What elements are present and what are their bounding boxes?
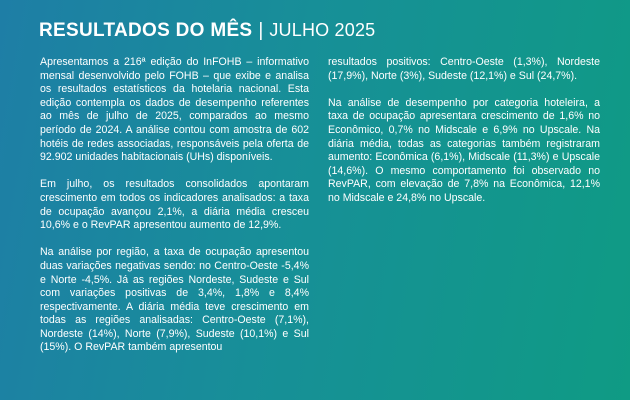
title-month: JULHO 2025 — [269, 20, 376, 40]
regional-analysis-paragraph: Na análise por região, a taxa de ocupação apresentou duas variações negativas sendo: no Centro-Oeste -5,4% e Norte -4,5%. Já as regiões Nordeste, Sudeste e Sul com variações positivas de 3,4%, 1,8% e 8,4% respectivamente. A diária média teve crescimento em todas as regiões analisadas: Centro-Oeste (7,1%), Nordeste (14%), Norte (7,9%), Sudeste (10,1%) e Sul (15%). O RevPAR também apresentou — [40, 246, 309, 354]
consolidated-results-paragraph: Em julho, os resultados consolidados apontaram crescimento em todos os indicadores analisados: a taxa de ocupação avançou 2,1%, a diária média cresceu 10,6% e o RevPAR apresentou aumento de 12,9%. — [40, 178, 309, 232]
page-title: RESULTADOS DO MÊS — [39, 20, 253, 41]
intro-paragraph: Apresentamos a 216ª edição do InFOHB – informativo mensal desenvolvido pelo FOHB – que exibe e analisa os resultados estatísticos da hotelaria nacional. Esta edição contempla os dados de desempenho referentes ao mês de julho de 2025, comparados ao mesmo período de 2024. A análise contou com amostra de 602 hotéis de redes associadas, responsáveis pela oferta de 92.902 unidades habitacionais (UHs) disponíveis. — [40, 56, 309, 164]
right-column — [328, 56, 600, 219]
left-column — [40, 56, 309, 369]
page-header — [39, 20, 375, 44]
category-analysis-paragraph: Na análise de desempenho por categoria hoteleira, a taxa de ocupação apresentara crescimento de 1,6% no Econômico, 0,7% no Midscale e 6,9% no Upscale. Na diária média, todas as categorias também registraram aumento: Econômica (6,1%), Midscale (11,3%) e Upscale (14,6%). O mesmo comportamento foi observado no RevPAR, com elevação de 7,8% na Econômica, 12,1% no Midscale e 24,8% no Upscale. — [328, 96, 600, 204]
revpar-regions-paragraph: resultados positivos: Centro-Oeste (1,3%), Nordeste (17,9%), Norte (3%), Sudeste (12,1%) e Sul (24,7%). — [328, 56, 600, 82]
title-separator: | — [258, 20, 264, 41]
